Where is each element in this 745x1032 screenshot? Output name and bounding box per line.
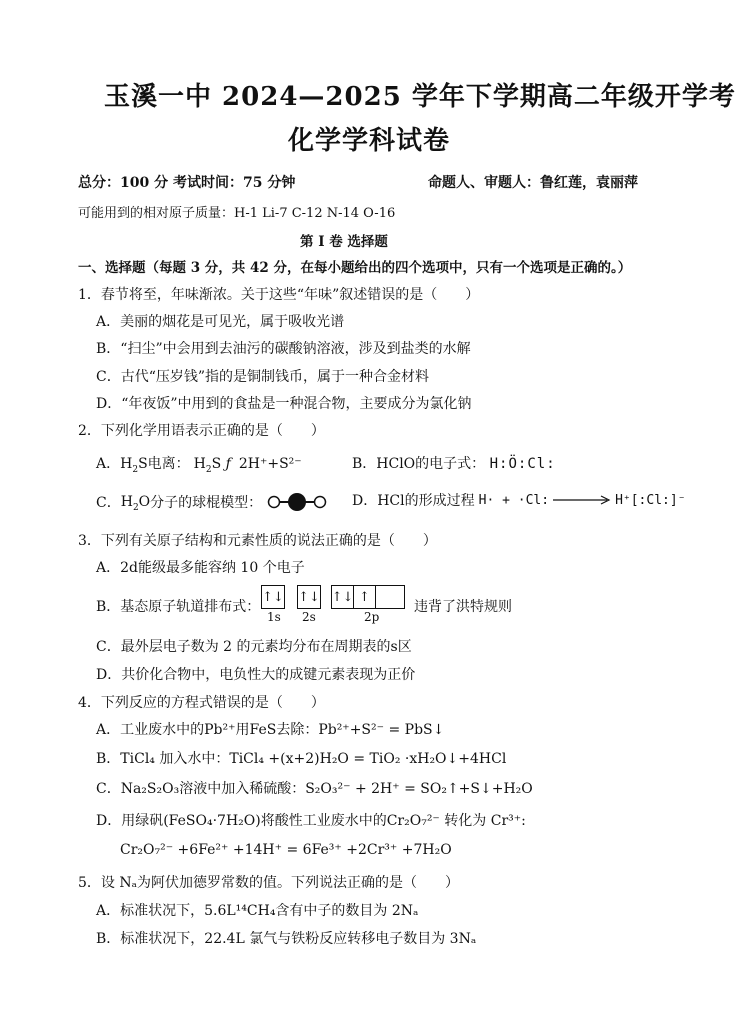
q2-d-right: H⁺[:Cl:]⁻ [615,492,686,508]
q3-option-d: D．共价化合物中，电负性大的成键元素表现为正价 [96,667,416,683]
q5-stem: 5．设 Nₐ为阿伏加德罗常数的值。下列说法正确的是（ ） [78,875,460,891]
orbital-box-2s: ↑↓ [298,589,320,605]
q4-d-equation: Cr₂O₇²⁻ +6Fe²⁺ +14H⁺ = 6Fe³⁺ +2Cr³⁺ +7H₂O [120,842,452,858]
q4-option-c: C．Na₂S₂O₃溶液中加入稀硫酸：S₂O₃²⁻ + 2H⁺ = SO₂↑+S↓+H₂O [96,781,533,797]
q2-stem: 2．下列化学用语表示正确的是（ ） [78,423,325,439]
h2s-reactant: $H_2S$ ƒ [193,456,231,475]
orbital-box-2p-3 [376,586,404,608]
orbital-label-1s: 1s [267,610,281,624]
q3-stem: 3．下列有关原子结构和元素性质的说法正确的是（ ） [78,533,437,549]
section-heading: 一、选择题（每题 3 分，共 42 分，在每小题给出的四个选项中，只有一个选项是正确的。） [78,260,632,276]
q2-option-c [96,492,328,512]
q2-c-text: 分子的球棍模型： [150,495,263,511]
q1-option-d: D．“年夜饭”中用到的食盐是一种混合物，主要成分为氯化钠 [96,396,472,412]
q5-option-a: A．标准状况下，5.6L¹⁴CH₄含有中子的数目为 2Nₐ [96,903,419,919]
q1-option-a: A．美丽的烟花是可见光，属于吸收光谱 [96,314,345,330]
exam-title-line2: 化学学科试卷 [288,126,451,156]
volume-title: 第 I 卷 选择题 [300,234,388,250]
q3-b-label: B．基态原子轨道排布式： [96,599,261,615]
orbital-box-2p-2: ↑ [354,586,376,608]
ball-stick-model-icon [266,492,328,512]
q1-option-b: B．“扫尘”中会用到去油污的碳酸钠溶液，涉及到盐类的水解 [96,341,471,357]
orbital-label-2p: 2p [364,610,380,624]
orbital-box-2p-1: ↑↓ [332,586,354,608]
orbital-1s [261,585,285,609]
reaction-arrow-icon [551,493,613,507]
q2-option-d [352,490,686,510]
q4-option-d: D．用绿矾(FeSO₄·7H₂O)将酸性工业废水中的Cr₂O₇²⁻ 转化为 Cr³⁺: [96,813,526,829]
q2-option-a [96,453,302,473]
q2-b-label: B．HClO的电子式： [352,456,486,472]
q2-d-left: H· + ·Cl: [478,492,550,508]
q2-a-label: A． [96,456,121,472]
exam-title-line1: 玉溪一中 2024—2025 学年下学期高二年级开学考 [104,82,736,112]
orbital-2s [297,585,321,609]
hclo-electron-formula: H:Ö:Cl: [489,456,556,472]
q2-option-b [352,453,556,473]
q2-d-label: D．HCl的形成过程 [352,493,475,509]
q2-c-label: C． [96,495,121,511]
orbital-2p [331,585,405,609]
q4-option-b: B．TiCl₄ 加入水中：TiCl₄ +(x+2)H₂O = TiO₂ ·xH₂O↓+4HCl [96,751,507,767]
q4-option-a: A．工业废水中的Pb²⁺用FeS去除：Pb²⁺+S²⁻ = PbS↓ [96,722,445,738]
q2-a-text: 电离： [147,456,190,472]
authors: 命题人、审题人：鲁红莲，袁丽萍 [428,175,638,191]
q1-option-c: C．古代“压岁钱”指的是铜制钱币，属于一种合金材料 [96,369,430,385]
q3-option-a: A．2d能级最多能容纳 10 个电子 [96,560,305,576]
orbital-box-1s: ↑↓ [262,589,284,605]
q5-option-b: B．标准状况下，22.4L 氯气与铁粉反应转移电子数目为 3Nₐ [96,931,477,947]
q4-stem: 4．下列反应的方程式错误的是（ ） [78,695,325,711]
h2o-formula: $H_2O$ [120,494,151,513]
orbital-label-2s: 2s [302,610,316,624]
q3-b-tail: 违背了洪特规则 [414,599,512,615]
score-time: 总分：100 分 考试时间：75 分钟 [78,175,296,191]
q1-stem: 1．春节将至，年味渐浓。关于这些“年味”叙述错误的是（ ） [78,287,480,303]
h2s-formula: $H_2S$ [120,456,148,475]
q2-a-equation: 2H⁺+S²⁻ [238,456,302,472]
q3-option-c: C．最外层电子数为 2 的元素均分布在周期表的s区 [96,639,412,655]
atomic-mass-line: 可能用到的相对原子质量：H-1 Li-7 C-12 N-14 O-16 [78,206,396,221]
